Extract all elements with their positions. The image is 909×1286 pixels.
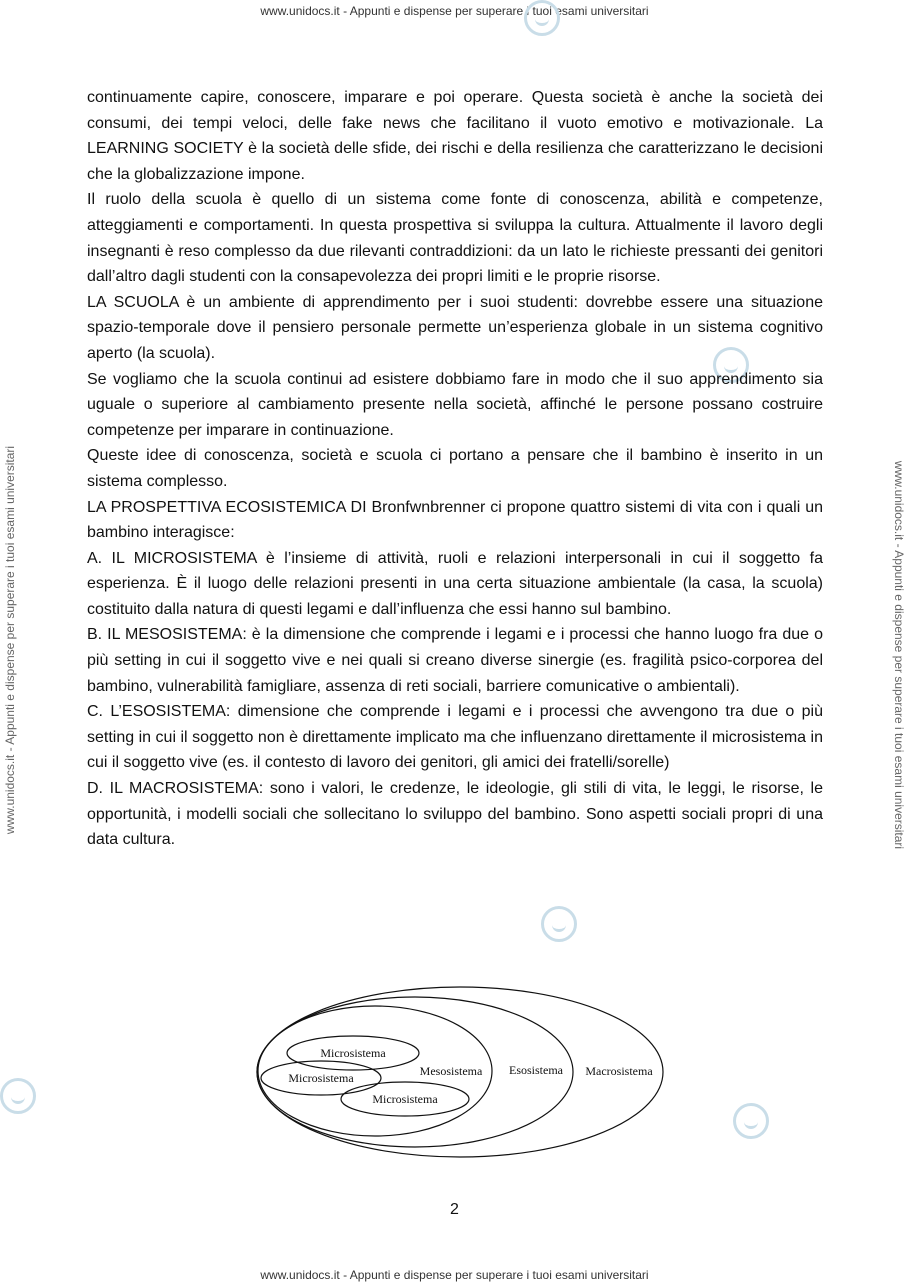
- paragraph: Se vogliamo che la scuola continui ad esistere dobbiamo fare in modo che il suo apprendimento sia uguale o superiore al cambiamento presente nella società, affinché le persone possano costruire competenze per imparare in continuazione.: [87, 370, 823, 439]
- watermark-left-text: www.unidocs.it - Appunti e dispense per superare i tuoi esami universitari: [3, 445, 17, 835]
- paragraph: Il ruolo della scuola è quello di un sistema come fonte di conoscenza, abilità e competenze, atteggiamenti e comportamenti. In questa prospettiva si sviluppa la cultura. Attualmente il lavoro degli insegnanti è reso complesso da due rilevanti contraddizioni: da un lato le richieste pressanti dei genitori dall’altro dagli studenti con la consapevolezza dei propri limiti e le proprie risorse.: [87, 191, 823, 286]
- watermark-header: www.unidocs.it - Appunti e dispense per superare i tuoi esami universitari: [260, 4, 649, 18]
- microsystem-label-2: Microsistema: [288, 1071, 354, 1085]
- paragraph: A. IL MICROSISTEMA è l’insieme di attività, ruoli e relazioni interpersonali in cui il soggetto fa esperienza. È il luogo delle relazioni presenti in una certa situazione ambientale (la casa, la scuola) costituito dalla natura di questi legami e dall’influenza che essi hanno sul bambino.: [87, 549, 823, 618]
- watermark-right-margin: [889, 0, 909, 1286]
- microsystem-label-1: Microsistema: [320, 1046, 386, 1060]
- microsystem-label-3: Microsistema: [372, 1092, 438, 1106]
- exosystem-label: Esosistema: [509, 1063, 563, 1077]
- paragraph: B. IL MESOSISTEMA: è la dimensione che comprende i legami e i processi che hanno luogo fra due o più setting in cui il soggetto vive e nei quali si creano diverse sinergie (es. fragilità psico-corporea del bambino, vulnerabilità famigliare, assenza di reti sociali, barriere comunicative o ambientali).: [87, 626, 823, 695]
- watermark-right-text: www.unidocs.it - Appunti e dispense per superare i tuoi esami universitari: [892, 460, 906, 850]
- watermark-logo-icon: [733, 1103, 769, 1139]
- watermark-logo-icon: [524, 0, 560, 36]
- paragraph: continuamente capire, conoscere, imparare e poi operare. Questa società è anche la società dei consumi, dei tempi veloci, delle fake news che facilitano il vuoto emotivo e motivazionale. La LEARNING SOCIETY è la società delle sfide, dei rischi e della resilienza che caratterizzano le decisioni che la globalizzazione impone.: [87, 89, 823, 183]
- paragraph: LA SCUOLA è un ambiente di apprendimento per i suoi studenti: dovrebbe essere una situazione spazio-temporale dove il pensiero personale permette un’esperienza globale in un sistema cognitivo aperto (la scuola).: [87, 293, 823, 362]
- macrosystem-label: Macrosistema: [585, 1064, 653, 1078]
- document-body: [87, 85, 823, 853]
- paragraph: C. L’ESOSISTEMA: dimensione che comprende i legami e i processi che avvengono tra due o più setting in cui il soggetto non è direttamente implicato ma che influenzano direttamente il microsistema in cui il soggetto vive (es. il contesto di lavoro dei genitori, gli amici dei fratelli/sorelle): [87, 703, 823, 772]
- page-number: 2: [450, 1201, 459, 1218]
- ecosystem-diagram: [255, 985, 665, 1160]
- watermark-footer: www.unidocs.it - Appunti e dispense per superare i tuoi esami universitari: [260, 1268, 649, 1282]
- paragraph: LA PROSPETTIVA ECOSISTEMICA DI Bronfwnbrenner ci propone quattro sistemi di vita con i quali un bambino interagisce:: [87, 498, 823, 542]
- paragraph: Queste idee di conoscenza, società e scuola ci portano a pensare che il bambino è inserito in un sistema complesso.: [87, 447, 823, 490]
- paragraph: D. IL MACROSISTEMA: sono i valori, le credenze, le ideologie, gli stili di vita, le leggi, le risorse, le opportunità, i modelli sociali che sollecitano lo sviluppo del bambino. Sono aspetti sociali propri di una data cultura.: [87, 780, 823, 849]
- mesosystem-label: Mesosistema: [419, 1064, 483, 1078]
- watermark-logo-icon: [541, 906, 577, 942]
- watermark-logo-icon: [0, 1078, 36, 1114]
